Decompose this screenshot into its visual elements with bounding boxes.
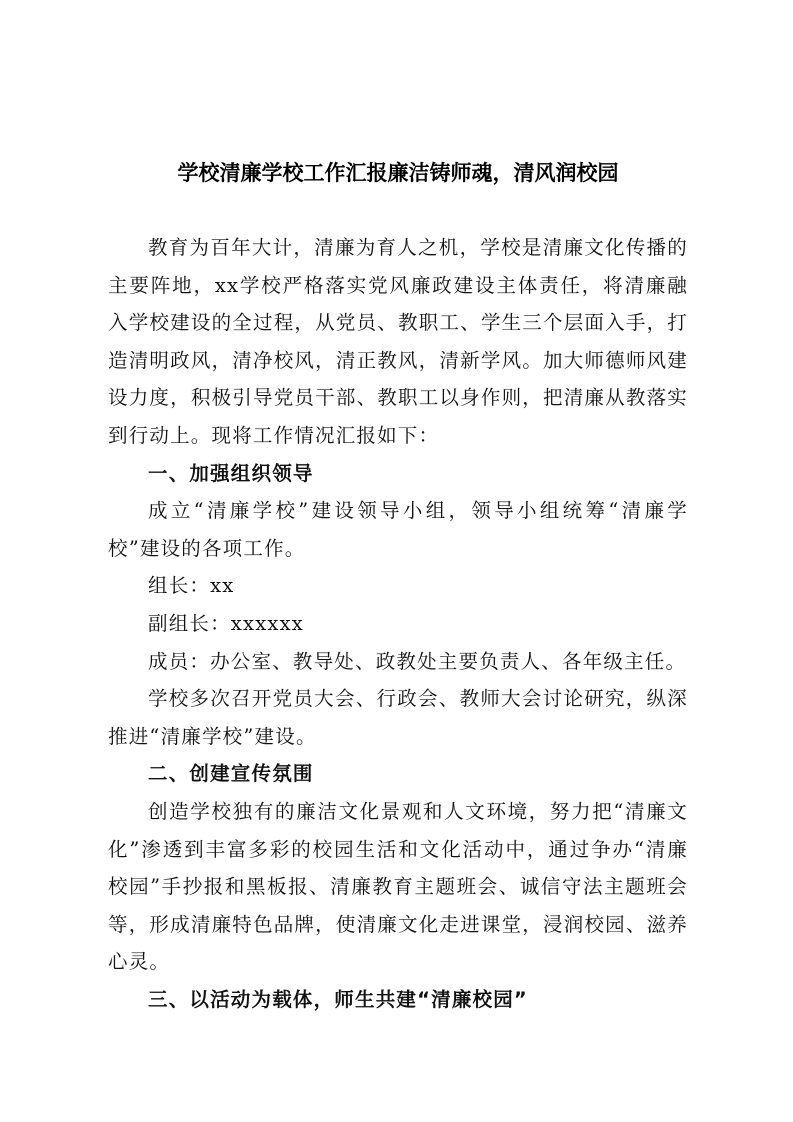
group-leader-line: 组长：xx bbox=[148, 574, 235, 598]
body-paragraph: 成立“清廉学校”建设领导小组，领导小组统筹“清廉学校”建设的各项工作。 bbox=[108, 499, 688, 560]
members-line: 成员：办公室、教导处、政教处主要负责人、各年级主任。 bbox=[148, 649, 687, 673]
body-paragraph: 创造学校独有的廉洁文化景观和人文环境，努力把“清廉文化”渗透到丰富多彩的校园生活和文化活动中，通过争办“清廉校园”手抄报和黑板报、清廉教育主题班会、诚信守法主题班会等，形成清廉特色品牌，使清廉文化走进课堂，浸润校园、滋养心灵。 bbox=[108, 799, 688, 974]
section-heading-3: 三、以活动为载体，师生共建“清廉校园” bbox=[148, 987, 528, 1011]
deputy-leader-line: 副组长：xxxxxx bbox=[148, 611, 304, 635]
document-title: 学校清廉学校工作汇报廉洁铸师魂，清风润校园 bbox=[177, 161, 619, 185]
intro-paragraph: 教育为百年大计，清廉为育人之机，学校是清廉文化传播的主要阵地，xx学校严格落实党风廉政建设主体责任，将清廉融入学校建设的全过程，从党员、教职工、学生三个层面入手，打造清明政风，清净校风，清正教风，清新学风。加大师德师风建设力度，积极引导党员干部、教职工以身作则，把清廉从教落实到行动上。现将工作情况汇报如下： bbox=[108, 236, 688, 447]
section-heading-1: 一、加强组织领导 bbox=[148, 461, 314, 485]
document-body bbox=[108, 229, 688, 1018]
section-heading-2: 二、创建宣传氛围 bbox=[148, 762, 314, 786]
body-paragraph: 学校多次召开党员大会、行政会、教师大会讨论研究，纵深推进“清廉学校”建设。 bbox=[108, 687, 688, 748]
